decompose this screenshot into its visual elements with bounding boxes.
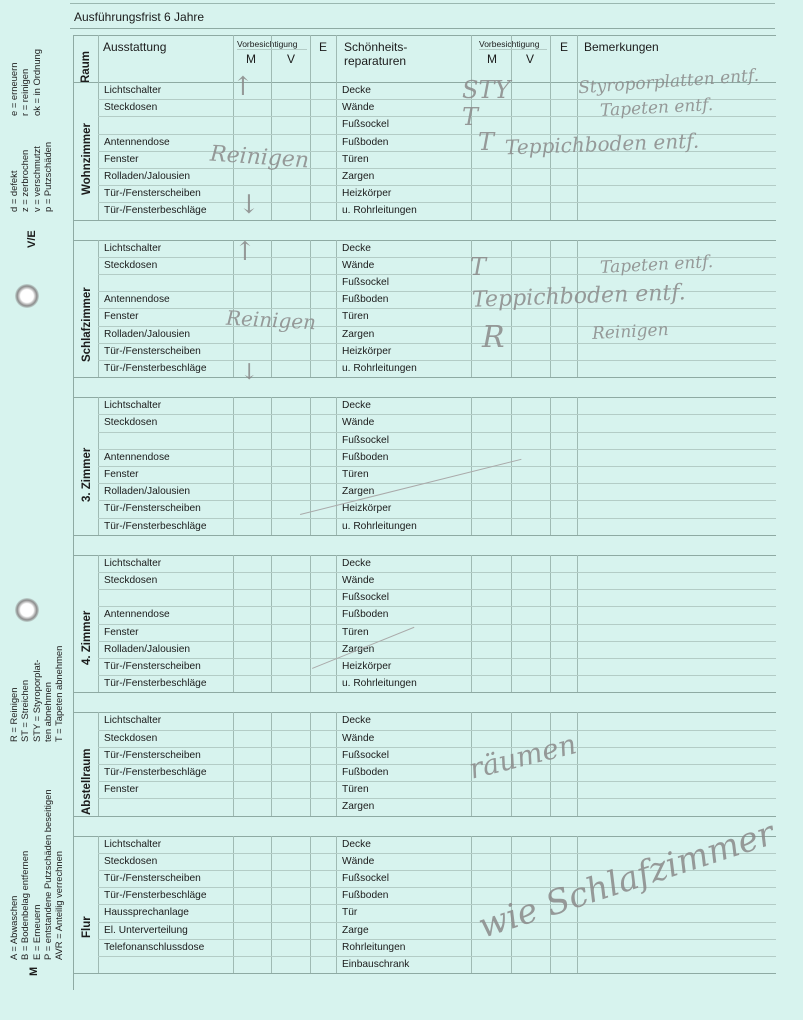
schoenheit-cell: Wände bbox=[342, 732, 375, 744]
schoenheit-cell: Heizkörper bbox=[342, 503, 392, 515]
legend-m-col1 bbox=[8, 789, 64, 960]
column-divider bbox=[550, 35, 551, 82]
row-divider bbox=[98, 572, 776, 573]
legend-ve-left bbox=[8, 142, 53, 212]
row-divider bbox=[98, 518, 776, 519]
col-header-m: M bbox=[246, 52, 256, 66]
row-divider bbox=[98, 904, 776, 905]
schoenheit-cell: Türen bbox=[342, 153, 369, 165]
handwritten-note: Reinigen bbox=[209, 141, 310, 174]
row-divider bbox=[74, 535, 776, 536]
col-header-ausstattung: Ausstattung bbox=[103, 40, 167, 54]
legend-item: AVR = Anteilig verrechnen bbox=[53, 850, 65, 960]
row-divider bbox=[74, 692, 776, 693]
ausstattung-cell: Tür-/Fensterscheiben bbox=[104, 345, 201, 357]
schoenheit-cell: Zargen bbox=[342, 801, 375, 813]
schoenheit-cell: Zargen bbox=[342, 486, 375, 498]
subheader-divider bbox=[237, 49, 307, 50]
column-divider bbox=[336, 35, 337, 82]
handwritten-note: Reinigen bbox=[225, 305, 317, 335]
row-divider bbox=[74, 555, 776, 556]
ausstattung-cell: Rolladen/Jalousien bbox=[104, 486, 191, 498]
ausstattung-cell: Tür-/Fensterscheiben bbox=[104, 749, 201, 761]
arrow-down-icon: ↓ bbox=[238, 190, 260, 220]
handwritten-note: T bbox=[462, 103, 479, 131]
row-divider bbox=[74, 220, 776, 221]
row-divider bbox=[98, 939, 776, 940]
schoenheit-cell: Türen bbox=[342, 311, 369, 323]
col-header-bemerkungen: Bemerkungen bbox=[584, 40, 659, 54]
legend-ve-label: V/E bbox=[26, 230, 38, 248]
schoenheit-cell: Wände bbox=[342, 259, 375, 271]
ausstattung-cell: Lichtschalter bbox=[104, 838, 162, 850]
legend-item: STY = Styroporplat- bbox=[30, 659, 42, 742]
ausstattung-cell: Lichtschalter bbox=[104, 85, 162, 96]
schoenheit-cell: Fußsockel bbox=[342, 749, 389, 761]
legend-item: P = entstandene Putzschäden beseitigen bbox=[41, 789, 53, 960]
handwritten-note: STY bbox=[462, 76, 511, 104]
row-divider bbox=[98, 360, 776, 361]
room-label: 4. Zimmer bbox=[81, 610, 93, 665]
ausstattung-cell: Antennendose bbox=[104, 136, 170, 148]
ausstattung-cell: Steckdosen bbox=[104, 102, 158, 114]
col-header-v: V bbox=[287, 52, 296, 66]
ausstattung-cell: Rolladen/Jalousien bbox=[104, 328, 191, 340]
schoenheit-cell: Einbauschrank bbox=[342, 959, 410, 970]
handwritten-note: T bbox=[470, 253, 487, 281]
row-divider bbox=[98, 764, 776, 765]
row-divider bbox=[98, 308, 776, 309]
legend-item: z = zerbrochen bbox=[19, 149, 31, 212]
column-divider bbox=[310, 35, 311, 82]
schoenheit-cell: Decke bbox=[342, 242, 371, 254]
ausstattung-cell: Telefonanschlussdose bbox=[104, 941, 205, 953]
row-divider bbox=[74, 35, 776, 36]
ausstattung-cell: Antennendose bbox=[104, 294, 170, 306]
title-rule bbox=[70, 28, 775, 29]
punch-hole bbox=[15, 284, 39, 308]
schoenheit-cell: Fußboden bbox=[342, 136, 389, 148]
schoenheit-cell: Wände bbox=[342, 855, 375, 867]
row-divider bbox=[74, 240, 776, 241]
col-header-raum: Raum bbox=[80, 51, 92, 83]
schoenheit-cell: Decke bbox=[342, 400, 371, 412]
row-divider bbox=[98, 781, 776, 782]
top-rule bbox=[70, 3, 775, 4]
handwritten-note: Reinigen bbox=[591, 320, 670, 344]
room-label: Abstellraum bbox=[81, 748, 93, 815]
row-divider bbox=[74, 397, 776, 398]
ausstattung-cell: Tür-/Fensterscheiben bbox=[104, 873, 201, 884]
schoenheit-cell: Decke bbox=[342, 838, 371, 850]
room-label: 3. Zimmer bbox=[81, 447, 93, 502]
column-divider bbox=[511, 35, 512, 82]
col-header-schoenheit-2: reparaturen bbox=[344, 54, 407, 68]
row-divider bbox=[98, 202, 776, 203]
handwritten-note: Tapeten entf. bbox=[599, 252, 714, 278]
handwritten-note: wie Schlafzimmer bbox=[473, 813, 780, 947]
room-label: Flur bbox=[81, 916, 93, 938]
room-label: Schlafzimmer bbox=[81, 287, 93, 362]
schoenheit-cell: Fußsockel bbox=[342, 434, 389, 446]
schoenheit-cell: Wände bbox=[342, 417, 375, 429]
row-divider bbox=[98, 168, 776, 169]
row-divider bbox=[98, 274, 776, 275]
ausstattung-cell: Tür-/Fensterbeschläge bbox=[104, 678, 207, 690]
legend-m-col2 bbox=[8, 646, 64, 742]
ausstattung-cell: Steckdosen bbox=[104, 732, 158, 744]
column-divider bbox=[271, 35, 272, 82]
schoenheit-cell: Fußboden bbox=[342, 890, 389, 902]
col-header-vorbesichtigung-2: Vorbesichtigung bbox=[479, 39, 540, 49]
ausstattung-cell: Steckdosen bbox=[104, 575, 158, 586]
ausstattung-cell: Fenster bbox=[104, 469, 139, 480]
handwritten-note: R bbox=[482, 320, 505, 355]
ausstattung-cell: Fenster bbox=[104, 784, 139, 796]
ausstattung-cell: Lichtschalter bbox=[104, 242, 162, 254]
ausstattung-cell: Tür-/Fensterscheiben bbox=[104, 661, 201, 672]
schoenheit-cell: Fußsockel bbox=[342, 873, 389, 884]
ausstattung-cell: Steckdosen bbox=[104, 259, 158, 271]
schoenheit-cell: Decke bbox=[342, 85, 371, 96]
schoenheit-cell: Zargen bbox=[342, 643, 375, 655]
column-divider bbox=[98, 35, 99, 82]
ausstattung-cell: Steckdosen bbox=[104, 417, 158, 429]
arrow-down-icon: ↓ bbox=[240, 360, 259, 385]
ausstattung-cell: Fenster bbox=[104, 311, 139, 323]
arrow-up-icon: ↑ bbox=[234, 237, 256, 267]
handwritten-note: räumen bbox=[465, 727, 580, 786]
schoenheit-cell: Türen bbox=[342, 626, 369, 638]
row-divider bbox=[74, 712, 776, 713]
ausstattung-cell: Lichtschalter bbox=[104, 557, 162, 569]
row-divider bbox=[98, 606, 776, 607]
row-divider bbox=[98, 887, 776, 888]
ausstattung-cell: Lichtschalter bbox=[104, 400, 162, 412]
legend-item: R = Reinigen bbox=[8, 687, 19, 742]
schoenheit-cell: u. Rohrleitungen bbox=[342, 363, 417, 374]
schoenheit-cell: Zargen bbox=[342, 171, 375, 182]
handwritten-note: T bbox=[478, 128, 495, 156]
row-divider bbox=[98, 483, 776, 484]
ausstattung-cell: Tür-/Fensterbeschläge bbox=[104, 363, 207, 374]
schoenheit-cell: Türen bbox=[342, 784, 369, 796]
row-divider bbox=[98, 414, 776, 415]
legend-item: v = verschmutzt bbox=[30, 146, 42, 212]
schoenheit-cell: u. Rohrleitungen bbox=[342, 520, 417, 532]
ausstattung-cell: Fenster bbox=[104, 626, 139, 638]
schoenheit-cell: Fußboden bbox=[342, 294, 389, 306]
row-divider bbox=[98, 956, 776, 957]
legend-item: ok = in Ordnung bbox=[30, 49, 42, 116]
ausstattung-cell: El. Unterverteilung bbox=[104, 924, 188, 936]
row-divider bbox=[98, 466, 776, 467]
legend-item: p = Putzschäden bbox=[41, 141, 53, 212]
row-divider bbox=[98, 326, 776, 327]
handwritten-note: Teppichboden entf. bbox=[471, 280, 687, 313]
legend-item: r = reinigen bbox=[19, 68, 31, 116]
row-divider bbox=[74, 377, 776, 378]
legend-item: d = defekt bbox=[8, 170, 19, 212]
legend-m-label: M bbox=[28, 966, 40, 976]
handwritten-note: Styroporplatten entf. bbox=[577, 65, 760, 99]
col-header-vorbesichtigung: Vorbesichtigung bbox=[237, 39, 298, 49]
room-label: Wohnzimmer bbox=[81, 123, 93, 195]
legend-item: A = Abwaschen bbox=[8, 895, 19, 960]
arrow-up-icon: ↑ bbox=[232, 72, 254, 102]
col-header-e: E bbox=[319, 40, 328, 54]
row-divider bbox=[98, 589, 776, 590]
legend-item: T = Tapeten abnehmen bbox=[53, 645, 65, 742]
ausstattung-cell: Steckdosen bbox=[104, 855, 158, 867]
schoenheit-cell: Zarge bbox=[342, 924, 369, 936]
row-divider bbox=[98, 747, 776, 748]
ausstattung-cell: Antennendose bbox=[104, 451, 170, 463]
schoenheit-cell: Türen bbox=[342, 469, 369, 480]
schoenheit-cell: u. Rohrleitungen bbox=[342, 678, 417, 690]
ausstattung-cell: Antennendose bbox=[104, 609, 170, 621]
ausstattung-cell: Fenster bbox=[104, 153, 139, 165]
row-divider bbox=[74, 973, 776, 974]
ausstattung-cell: Rolladen/Jalousien bbox=[104, 171, 191, 182]
legend-item: ST = Streichen bbox=[19, 679, 31, 742]
punch-hole bbox=[15, 598, 39, 622]
col-header-v-2: V bbox=[526, 52, 535, 66]
schoenheit-cell: Decke bbox=[342, 557, 371, 569]
row-divider bbox=[98, 449, 776, 450]
handwritten-note: Tapeten entf. bbox=[599, 95, 714, 121]
page-title: Ausführungsfrist 6 Jahre bbox=[74, 10, 205, 24]
row-divider bbox=[98, 922, 776, 923]
ausstattung-cell: Tür-/Fensterbeschläge bbox=[104, 205, 207, 217]
row-divider bbox=[98, 624, 776, 625]
ausstattung-cell: Lichtschalter bbox=[104, 715, 162, 727]
legend-item: e = erneuern bbox=[8, 62, 19, 116]
schoenheit-cell: Heizkörper bbox=[342, 345, 392, 357]
schoenheit-cell: Fußboden bbox=[342, 767, 389, 778]
row-divider bbox=[98, 798, 776, 799]
column-divider bbox=[471, 35, 472, 82]
ausstattung-cell: Tür-/Fensterscheiben bbox=[104, 503, 201, 515]
schoenheit-cell: Fußsockel bbox=[342, 592, 389, 604]
legend-ve-right bbox=[8, 49, 42, 116]
ausstattung-cell: Rolladen/Jalousien bbox=[104, 643, 191, 655]
schoenheit-cell: Fußboden bbox=[342, 609, 389, 621]
ausstattung-cell: Tür-/Fensterscheiben bbox=[104, 188, 201, 200]
row-divider bbox=[98, 343, 776, 344]
schoenheit-cell: Heizkörper bbox=[342, 661, 392, 672]
ausstattung-cell: Tür-/Fensterbeschläge bbox=[104, 520, 207, 532]
col-header-e-2: E bbox=[560, 40, 569, 54]
row-divider bbox=[98, 658, 776, 659]
schoenheit-cell: Decke bbox=[342, 715, 371, 727]
schoenheit-cell: Fußsockel bbox=[342, 119, 389, 131]
schoenheit-cell: Fußsockel bbox=[342, 277, 389, 288]
subheader-divider bbox=[479, 49, 547, 50]
schoenheit-cell: Fußboden bbox=[342, 451, 389, 463]
row-divider bbox=[74, 836, 776, 837]
schoenheit-cell: Heizkörper bbox=[342, 188, 392, 200]
handwritten-note: Teppichboden entf. bbox=[504, 128, 700, 160]
col-header-m-2: M bbox=[487, 52, 497, 66]
ausstattung-cell: Tür-/Fensterbeschläge bbox=[104, 767, 207, 778]
column-divider bbox=[577, 35, 578, 82]
row-divider bbox=[98, 432, 776, 433]
row-divider bbox=[98, 730, 776, 731]
legend-item: B = Bodenbelag entfernen bbox=[19, 850, 31, 960]
row-divider bbox=[98, 500, 776, 501]
row-divider bbox=[98, 675, 776, 676]
schoenheit-cell: u. Rohrleitungen bbox=[342, 205, 417, 217]
legend-item: ten abnehmen bbox=[41, 682, 53, 742]
ausstattung-cell: Haussprechanlage bbox=[104, 907, 189, 919]
ausstattung-cell: Tür-/Fensterbeschläge bbox=[104, 890, 207, 902]
row-divider bbox=[98, 185, 776, 186]
row-divider bbox=[74, 816, 776, 817]
schoenheit-cell: Tür bbox=[342, 907, 358, 919]
schoenheit-cell: Wände bbox=[342, 102, 375, 114]
legend-item: E = Erneuern bbox=[30, 904, 42, 960]
schoenheit-cell: Wände bbox=[342, 575, 375, 586]
schoenheit-cell: Zargen bbox=[342, 328, 375, 340]
row-divider bbox=[98, 641, 776, 642]
schoenheit-cell: Rohrleitungen bbox=[342, 941, 406, 953]
col-header-schoenheit-1: Schönheits- bbox=[344, 40, 408, 54]
